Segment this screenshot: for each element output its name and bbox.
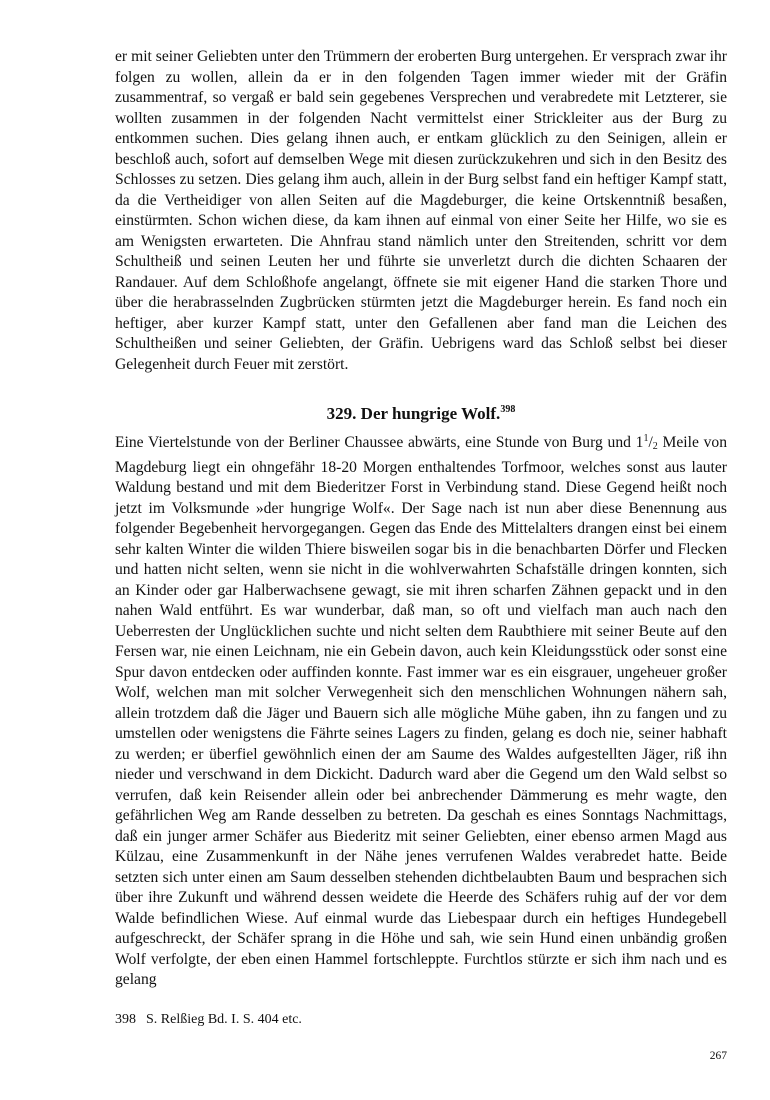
fraction-numerator: 1: [643, 433, 649, 444]
footnote-text: S. Relßieg Bd. I. S. 404 etc.: [146, 1012, 302, 1027]
fraction-whole: 1: [635, 434, 644, 451]
footnote-reference: 398: [500, 404, 516, 415]
paragraph-text: er mit seiner Geliebten unter den Trümmern der eroberten Burg untergehen. Er versprach zwar ihr folgen zu wollen, allein da er in den folgenden Tagen immer wieder mit der Gräfin zusammentraf, so vergaß er bald sein gegebenes Versprechen und verabredete mit Letzterer, sie wollten zusammen in der folgenden Nacht vermittelst einer Strickleiter aus der Burg zu entkommen suchen. Dies gelang ihnen auch, er entkam glücklich zu den Seinigen, allein er beschloß auch, sofort auf demselben Wege mit diesen zurückzukehren und sich in den Besitz des Schlosses zu setzen. Dies gelang ihm auch, allein in der Burg selbst fand ein heftiger Kampf statt, da die Vertheidiger von allen Seiten auf die Magdeburger, die keine Ortskenntniß besaßen, einstürmten. Schon wichen diese, da kam ihnen auf einmal von einer Seite her Hilfe, wo sie es am Wenigsten erwarteten. Die Ahnfrau stand nämlich unter den Streitenden, schritt vor dem Schultheiß und seinen Leuten her und führte sie unverletzt durch die dichten Schaaren der Randauer. Auf dem Schloßhofe angelangt, öffnete sie mit eigener Hand die starken Thore und über die herabrasselnden Zugbrücken stürmten jetzt die Magdeburger herein. Es fand noch ein heftiger, aber kurzer Kampf statt, unter den Gefallenen aber fand man die Leichen des Schultheißen und seiner Geliebten, der Gräfin. Uebrigens ward das Schloß selbst bei dieser Gelegenheit durch Feuer mit zerstört.: [115, 48, 727, 373]
story-text: Meile von Magdeburg liegt ein ohngefähr 18-20 Morgen enthaltendes Torfmoor, welches sonst aus lauter Waldung bestand und mit dem Biederitzer Forst in Verbindung stand. Diese Gegend heißt noch jetzt im Volksmunde »der hungrige Wolf«. Der Sage nach ist nun aber diese Benennung aus folgender Begebenheit hervorgegangen. Gegen das Ende des Mittelalters drangen einst bei einem sehr kalten Winter die wilden Thiere bisweilen sogar bis in die benachbarten Dörfer und Flecken und hatten nicht selten, wenn sie nicht in die wohlverwahrten Schafställe dringen konnten, sich an Kinder oder gar Halberwachsene gewagt, sie mit ihren scharfen Zähnen gepackt und in den nahen Wald entführt. Es war wunderbar, daß man, so oft und vielfach man auch nach den Ueberresten der Unglücklichen suchte und nicht selten dem Raubthiere mit seiner Beute auf den Fersen war, nie einen Leichnam, nie ein Gebein davon, auch kein Kleidungsstück oder sonst eine Spur davon entdecken oder auffinden konnte. Fast immer war es ein eisgrauer, ungeheuer großer Wolf, welchen man mit solcher Verwegenheit sich den menschlichen Wohnungen nähern sah, allein trotzdem daß die Jäger und Bauern sich alle mögliche Mühe gaben, ihn zu fangen und zu umstellen oder wenigstens die Fährte seines Lagers zu finden, gelang es doch nie, seiner habhaft zu werden; er überfiel gewöhnlich einen der am Saume des Waldes aufgestellten Jäger, riß ihn nieder und verschwand in dem Dickicht. Dadurch ward aber die Gegend um den Wald selbst so verrufen, daß kein Reisender allein oder bei anbrechender Dämmerung es mehr wagte, den gefährlichen Weg am Rande desselben zu betreten. Da geschah es eines Sonntags Nachmittags, daß ein junger armer Schäfer aus Biederitz mit seiner Geliebten, einer ebenso armen Magd aus Külzau, eine Zusammenkunft in der Nähe jenes verrufenen Waldes verabredet hatte. Beide setzten sich unter einen am Saum desselben stehenden dichtbelaubten Baum und besprachen sich über ihre Zukunft und während dessen weidete die Heerde des Schäfers ruhig auf der vor dem Walde befindlichen Wiese. Auf einmal wurde das Liebespaar durch ein heftiges Hundegebell aufgeschreckt, der Schäfer sprang in die Höhe und sah, wie sein Hund einen unbändig großen Wolf verfolgte, der eben einen Hammel fortschleppte. Furchtlos stürzte er sich ihm nach und es gelang: [115, 434, 727, 988]
section-heading: [115, 399, 727, 425]
footnote: [115, 1011, 302, 1029]
mixed-fraction: $1^1/_2$: [635, 433, 658, 452]
story-paragraph: [115, 429, 727, 991]
fraction-denominator: 2: [652, 441, 658, 452]
page-number: 267: [709, 1050, 727, 1062]
section-title: 329. Der hungrige Wolf.: [326, 404, 501, 423]
paragraph-text: [115, 429, 727, 991]
continuation-paragraph: [115, 47, 727, 375]
story-opening: Eine Viertelstunde von der Berliner Chaussee abwärts, eine Stunde von Burg und: [115, 434, 636, 451]
footnote-number: 398: [115, 1012, 136, 1027]
